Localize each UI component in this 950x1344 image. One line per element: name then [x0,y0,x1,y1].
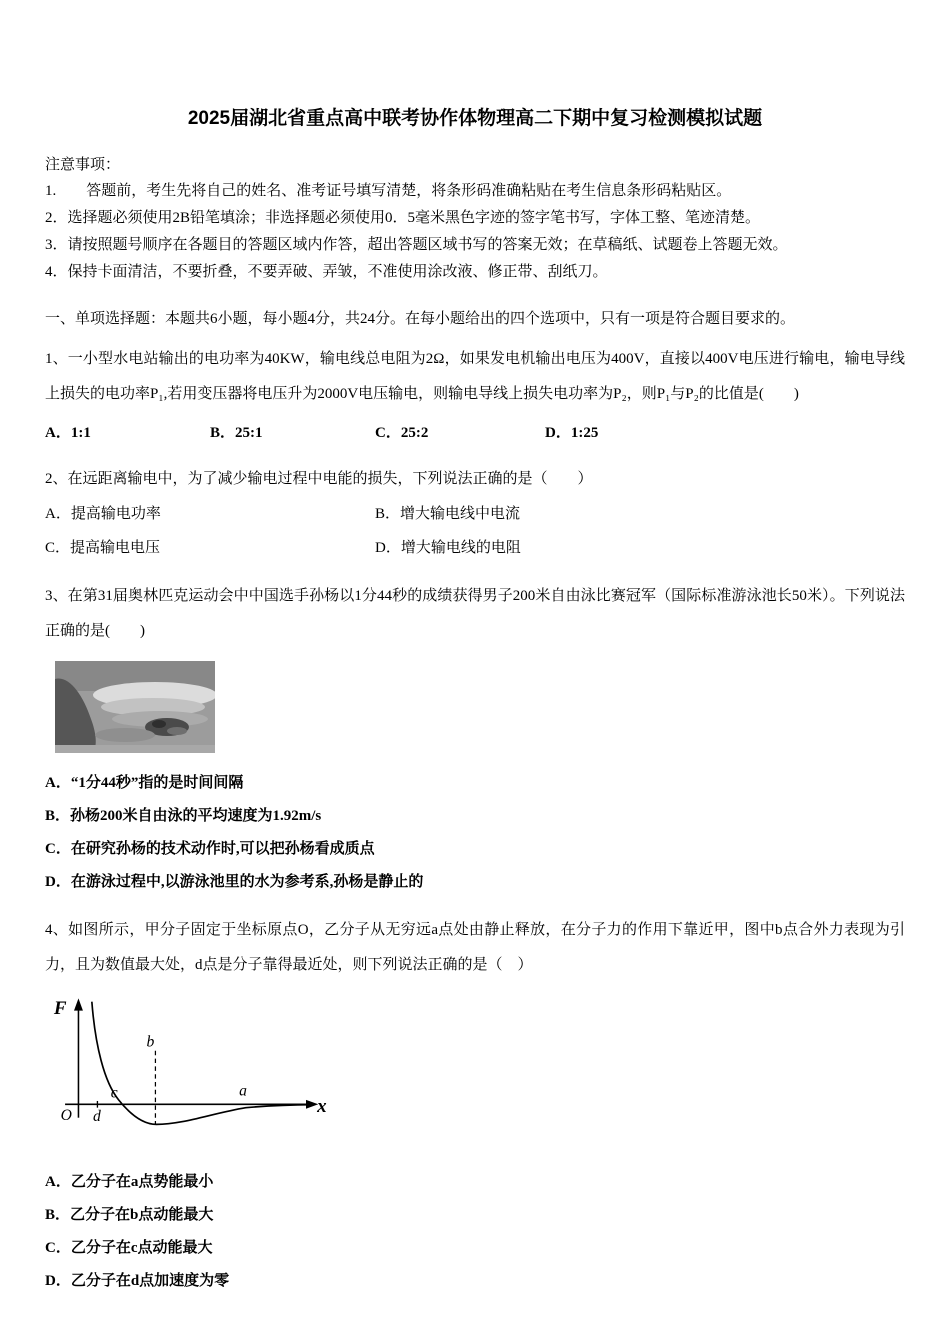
question-3 [45,579,905,899]
question-4-option-a: A．乙分子在a点势能最小 [45,1174,214,1190]
question-4-options [45,1166,905,1298]
question-2-text: 2、在远距离输电中，为了减少输电过程中电能的损失，下列说法正确的是（ ） [45,471,593,487]
force-distance-graph [45,995,905,1140]
question-3-text: 3、在第31届奥林匹克运动会中中国选手孙杨以1分44秒的成绩获得男子200米自由泳比赛冠军（国际标准游泳池长50米）。下列说法正确的是( ) [45,588,905,639]
question-1 [45,342,905,448]
swimmer-photo [55,661,905,753]
question-3-option-a: A．“1分44秒”指的是时间间隔 [45,775,244,791]
question-2-option-c: C．提高输电电压 [45,540,161,556]
force-distance-graph-svg [45,995,335,1140]
question-2-option-a: A．提高输电功率 [45,506,161,522]
question-3-option-c: C．在研究孙杨的技术动作时,可以把孙杨看成质点 [45,841,375,857]
question-1-text: 1、一小型水电站输出的电功率为40KW，输电线总电阻为2Ω，如果发电机输出电压为400V，直接以400V电压进行输电，输电导线上损失的电功率P₁,若用变压器将电压升为2000V电压输电，则输电导线上损失电功率为P₂，则P₁与P₂的比值是( ) [45,351,905,402]
question-4 [45,913,905,1298]
question-1-option-a: A．1:1 [45,425,91,441]
question-4-text: 4、如图所示，甲分子固定于坐标原点O，乙分子从无穷远a点处由静止释放，在分子力的作用下靠近甲，图中b点合外力表现为引力，且为数值最大处，d点是分子靠得最近处，则下列说法正确的是（ ） [45,922,905,973]
question-4-option-c: C．乙分子在c点动能最大 [45,1240,213,1256]
point-d-label: d [92,1108,101,1126]
question-2-options [45,497,905,565]
y-axis-label: F [53,997,67,1019]
notice-item: 3．请按照题号顺序在各题目的答题区域内作答，超出答题区域书写的答案无效；在草稿纸、试题卷上答题无效。 [45,237,788,253]
force-curve [92,1002,313,1125]
question-2 [45,462,905,565]
question-1-option-b: B．25:1 [210,425,263,441]
question-1-options [45,418,905,448]
x-axis-label: x [317,1096,327,1118]
question-4-option-d: D．乙分子在d点加速度为零 [45,1273,230,1289]
question-3-option-b: B．孙杨200米自由泳的平均速度为1.92m/s [45,808,322,824]
question-2-option-b: B．增大输电线中电流 [375,506,521,522]
notice-item: 2．选择题必须使用2B铅笔填涂；非选择题必须使用0．5毫米黑色字迹的签字笔书写，字体工整、笔迹清楚。 [45,210,761,226]
point-b-label: b [146,1033,155,1051]
question-1-option-c: C．25:2 [375,425,429,441]
question-3-option-d: D．在游泳过程中,以游泳池里的水为参考系,孙杨是静止的 [45,874,424,890]
origin-label: O [60,1106,72,1124]
section-1-heading: 一、单项选择题：本题共6小题，每小题4分，共24分。在每小题给出的四个选项中，只有一项是符合题目要求的。 [45,311,796,327]
page-title: 2025届湖北省重点高中联考协作体物理高二下期中复习检测模拟试题 [187,108,763,129]
y-axis-arrow [74,998,83,1010]
notice-item: 4．保持卡面清洁，不要折叠，不要弄破、弄皱，不准使用涂改液、修正带、刮纸刀。 [45,264,608,280]
notice-section [45,152,905,286]
swimmer-photo-image [55,661,215,753]
question-3-options [45,767,905,899]
question-2-option-d: D．增大输电线的电阻 [375,540,521,556]
notice-item: 1. 答题前，考生先将自己的姓名、准考证号填写清楚，将条形码准确粘贴在考生信息条形码粘贴区。 [45,183,732,199]
question-1-option-d: D．1:25 [545,425,599,441]
point-c-label: c [110,1084,118,1102]
point-a-label: a [239,1082,247,1100]
notice-heading: 注意事项： [45,157,121,173]
question-4-option-b: B．乙分子在b点动能最大 [45,1207,214,1223]
